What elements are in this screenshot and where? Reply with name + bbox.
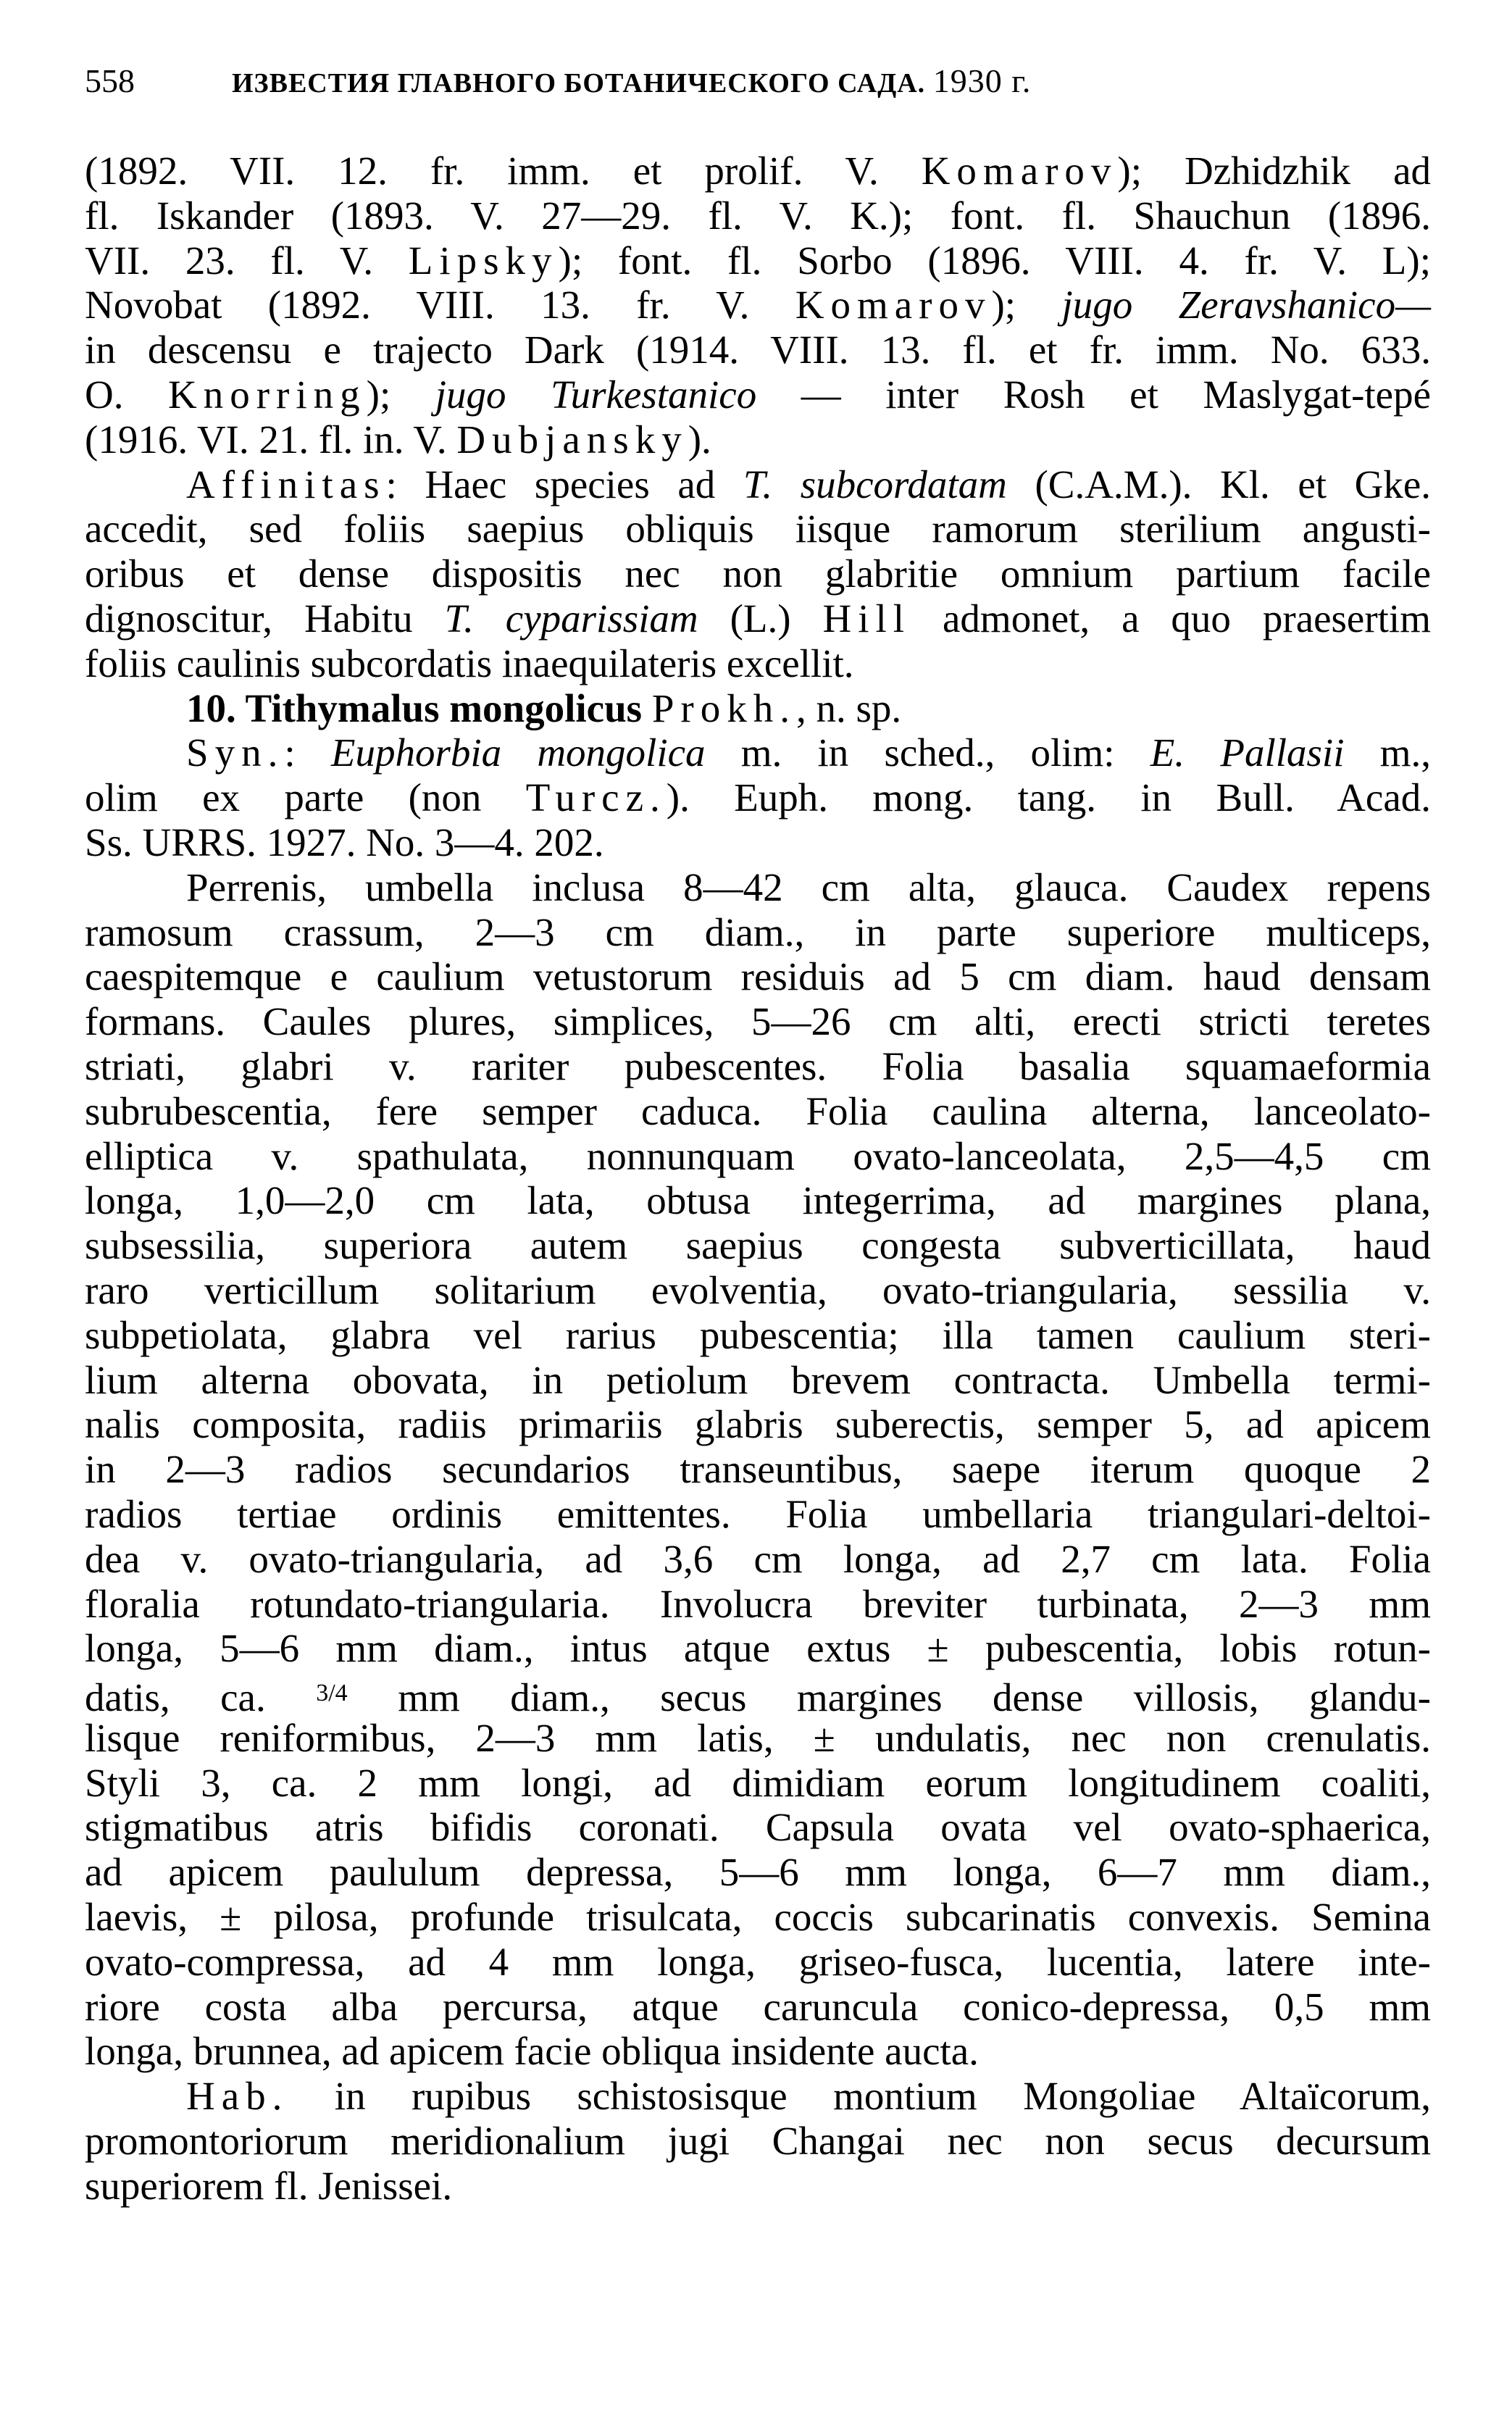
text-run: in descensu e trajecto Dark (1914. VIII. 13. fl. et fr. imm. No. 633. [85,328,1431,372]
text-line [85,1671,1431,1720]
text-run: mm diam., secus margines dense villosis, glandu- [347,1675,1431,1720]
text-line [85,1358,1431,1403]
text-line [85,2119,1431,2164]
text-line [85,1089,1431,1134]
text-run: (1892. VII. 12. fr. imm. et prolif. V. [85,149,922,193]
text-run: ); [991,283,1062,328]
text-run: ). Euph. mong. tang. in Bull. Acad. [666,775,1431,820]
section-label: Affinitas [186,462,386,506]
text-run: O. [85,372,168,417]
text-run: subpetiolata, glabra vel rarius pubescentia; illa tamen caulium steri- [85,1312,1431,1357]
text-line [85,1223,1431,1268]
text-line [85,730,1431,775]
text-line [85,596,1431,641]
text-run: nalis composita, radiis primariis glabris suberectis, semper 5, ad apicem [85,1402,1431,1447]
journal-title: ИЗВЕСТИЯ ГЛАВНОГО БОТАНИЧЕСКОГО САДА. [232,68,926,99]
collector-name: Komarov [795,283,992,328]
text-run: admonet, a quo praesertim [911,596,1431,641]
page-header [85,59,1431,103]
text-run: : [284,730,331,775]
text-run: lium alterna obovata, in petiolum brevem contracta. Umbella termi- [85,1357,1431,1402]
text-run: laevis, ± pilosa, profunde trisulcata, coccis subcarinatis convexis. Semina [85,1895,1431,1940]
text-run: Styli 3, ca. 2 mm longi, ad dimidiam eorum longitudinem coaliti, [85,1760,1431,1805]
text-line [85,1940,1431,1985]
collector-name: Lipsky [408,238,559,283]
text-line [85,372,1431,417]
fraction: 3/4 [316,1680,348,1707]
text-run: (L.) [698,596,823,641]
text-run: raro verticillum solitarium evolventia, ovato-triangularia, sessilia v. [85,1267,1431,1312]
running-title [232,59,1031,105]
taxon-italic: E. Pallasii [1150,730,1345,775]
text-line [85,954,1431,999]
text-line [85,462,1431,507]
text-run: ramosum crassum, 2—3 cm diam., in parte superiore multiceps, [85,909,1431,954]
text-run: m. in sched., olim: [705,730,1150,775]
text-line [85,1895,1431,1940]
text-run: longa, 5—6 mm diam., intus atque extus ± pubescentia, lobis rotun- [85,1626,1431,1671]
text-line [85,1805,1431,1850]
text-run: longa, 1,0—2,0 cm lata, obtusa integerrima, ad margines plana, [85,1178,1431,1223]
species-heading [85,686,1431,731]
text-run: longa, brunnea, ad apicem facie obliqua insidente aucta. [85,2029,979,2074]
section-label: Syn. [186,730,285,775]
text-line [85,2164,1431,2209]
text-run: : Haec species ad [385,462,743,506]
author-name: Hill [822,596,911,641]
text-run: in 2—3 radios secundarios transeuntibus, saepe iterum quoque 2 [85,1447,1431,1492]
text-run: elliptica v. spathulata, nonnunquam ovato-lanceolata, 2,5—4,5 cm [85,1133,1431,1178]
text-run: fl. Iskander (1893. V. 27—29. fl. V. K.); font. fl. Shauchun (1896. [85,193,1431,238]
text-run: ); Dzhidzhik ad [1117,149,1431,193]
text-run: ovato-compressa, ad 4 mm longa, griseo-fusca, lucentia, latere inte- [85,1939,1431,1984]
text-run: dignoscitur, Habitu [85,596,445,641]
text-run: lisque reniformibus, 2—3 mm latis, ± undulatis, nec non crenulatis. [85,1715,1431,1760]
text-run: striati, glabri v. rariter pubescentes. Folia basalia squamaeformia [85,1043,1431,1088]
text-line [85,283,1431,328]
page-number: 558 [85,62,135,99]
text-line [85,1313,1431,1358]
journal-year: 1930 г. [932,62,1032,99]
text-run: datis, ca. [85,1675,317,1720]
taxon-italic: T. subcordatam [743,462,1007,506]
text-run: olim ex parte (non [85,775,526,820]
text-line [85,641,1431,686]
text-run: formans. Caules plures, simplices, 5—26 cm alti, erecti stricti teretes [85,999,1431,1044]
text-run: — inter Rosh et Maslygat-tepé [756,372,1431,417]
text-line [85,910,1431,955]
locality-italic: jugo Zeravshanico— [1061,283,1431,328]
text-run: ); font. fl. Sorbo (1896. VIII. 4. fr. V. L); [558,238,1431,283]
text-run: ); [366,372,435,417]
taxon-italic: T. cyparissiam [444,596,698,641]
locality-italic: jugo Turkestanico [435,372,757,417]
text-line [85,1134,1431,1179]
taxon-italic: Euphorbia mongolica [330,730,706,775]
text-run: m., [1344,730,1431,775]
text-line [85,2029,1431,2074]
text-line [85,149,1431,193]
text-line [85,1582,1431,1627]
text-line [85,193,1431,238]
text-run: Novobat (1892. VIII. 13. fr. V. [85,283,795,328]
text-run: stigmatibus atris bifidis coronati. Capsula ovata vel ovato-sphaerica, [85,1805,1431,1850]
text-run: floralia rotundato-triangularia. Involucra breviter turbinata, 2—3 mm [85,1581,1431,1626]
collector-name: Komarov [921,149,1118,193]
text-run: in rupibus schistosisque montium Mongoliae Altaïcorum, [288,2074,1431,2119]
page-body [85,149,1431,2209]
text-run: radios tertiae ordinis emittentes. Folia umbellaria triangulari-deltoi- [85,1491,1431,1536]
text-run: riore costa alba percursa, atque caruncula conico-depressa, 0,5 mm [85,1984,1431,2029]
text-line [85,1402,1431,1447]
text-line [85,1492,1431,1537]
text-run: oribus et dense dispositis nec non glabritie omnium partium facile [85,551,1431,596]
collector-name: Knorring [168,372,367,417]
author-name: Turcz. [525,775,667,820]
text-line [85,328,1431,372]
text-run: subrubescentia, fere semper caduca. Folia caulina alterna, lanceolato- [85,1088,1431,1133]
text-run: promontoriorum meridionalium jugi Changai nec non secus decursum [85,2119,1431,2164]
author-name: Prokh. [651,685,796,730]
text-line [85,1044,1431,1089]
text-line [85,775,1431,820]
species-name: 10. Tithymalus mongolicus [186,685,643,730]
text-line [85,506,1431,551]
text-line [85,820,1431,865]
text-line [85,238,1431,283]
section-label: Hab. [186,2074,289,2119]
text-run: subsessilia, superiora autem saepius congesta subverticillata, haud [85,1223,1431,1268]
text-line [85,1626,1431,1671]
text-run: (1916. VI. 21. fl. in. V. [85,417,457,462]
collector-name: Dubjansky [456,417,688,462]
text-run: , n. sp. [796,685,902,730]
text-run: VII. 23. fl. V. [85,238,409,283]
text-line [85,1850,1431,1895]
text-run: superiorem fl. Jenissei. [85,2163,453,2208]
text-line [85,1268,1431,1313]
text-run: dea v. ovato-triangularia, ad 3,6 cm longa, ad 2,7 cm lata. Folia [85,1536,1431,1581]
text-run: (C.A.M.). Kl. et Gke. [1006,462,1431,506]
text-run: accedit, sed foliis saepius obliquis iisque ramorum sterilium angusti- [85,506,1431,551]
text-line [85,1447,1431,1492]
text-line [85,1761,1431,1806]
text-line [85,2074,1431,2119]
text-line [85,551,1431,596]
text-run: ad apicem paululum depressa, 5—6 mm longa, 6—7 mm diam., [85,1850,1431,1895]
text-line [85,865,1431,910]
text-line [85,1716,1431,1761]
text-run: caespitemque e caulium vetustorum residuis ad 5 cm diam. haud densam [85,954,1431,999]
text-run: ). [688,417,711,462]
text-run: Ss. URRS. 1927. No. 3—4. 202. [85,820,604,864]
text-run: foliis caulinis subcordatis inaequilateris excellit. [85,641,854,685]
text-line [85,999,1431,1044]
text-run: Perrenis, umbella inclusa 8—42 cm alta, glauca. Caudex repens [186,864,1431,909]
text-line [85,1178,1431,1223]
text-line [85,1985,1431,2030]
text-line [85,417,1431,462]
text-run [642,686,652,730]
text-line [85,1537,1431,1582]
